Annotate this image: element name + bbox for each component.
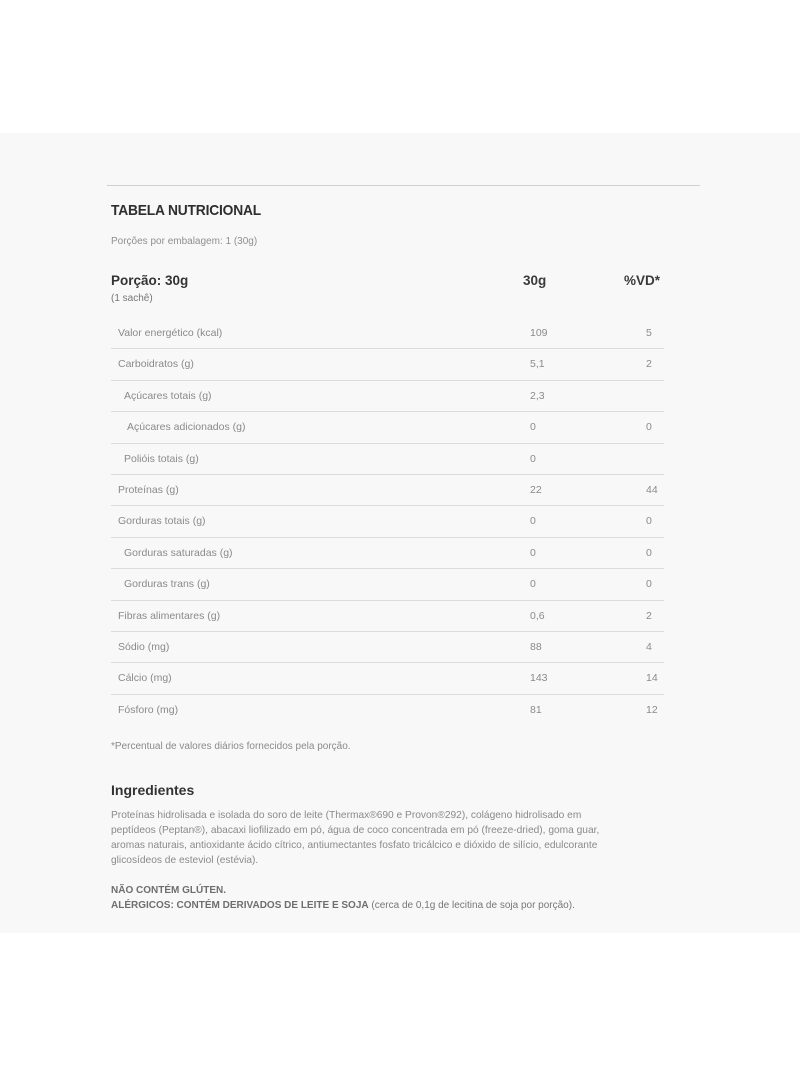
nutrient-amount: 0,6 [530, 609, 545, 622]
nutrient-daily-value: 2 [646, 358, 652, 371]
allergen-note: (cerca de 0,1g de lecitina de soja por porção). [368, 900, 575, 911]
nutrient-amount: 2,3 [530, 389, 545, 402]
nutrient-daily-value: 0 [646, 578, 652, 591]
ingredients-line: peptídeos (Peptan®), abacaxi liofilizado em pó, água de coco concentrada em pó (freeze-dried), goma guar, [111, 825, 600, 836]
table-row [111, 506, 664, 537]
table-row [111, 601, 664, 632]
nutrient-amount: 0 [530, 578, 536, 591]
nutrient-daily-value: 0 [646, 546, 652, 559]
nutrient-label: Fósforo (mg) [118, 703, 179, 716]
table-row [111, 569, 664, 600]
allergen-warning: ALÉRGICOS: CONTÉM DERIVADOS DE LEITE E SOJA [111, 900, 369, 911]
nutrient-label: Gorduras saturadas (g) [124, 546, 233, 559]
allergen-warnings [111, 883, 575, 913]
gluten-warning: NÃO CONTÉM GLÚTEN. [111, 885, 226, 896]
nutrient-amount: 143 [530, 672, 548, 685]
nutrient-amount: 109 [530, 327, 548, 339]
nutrient-label: Carboidratos (g) [118, 358, 194, 371]
nutrient-label: Fibras alimentares (g) [118, 609, 221, 622]
footnote: *Percentual de valores diários fornecidos pela porção. [111, 741, 351, 752]
table-row [111, 663, 664, 694]
ingredients-line: glicosídeos de esteviol (estévia). [111, 855, 259, 866]
ingredients-line: aromas naturais, antioxidante ácido cítrico, antiumectantes fosfato tricálcico e dióxido de silício, edulcorante [111, 840, 598, 851]
nutrient-daily-value: 5 [646, 327, 652, 339]
nutrient-amount: 0 [530, 452, 536, 465]
nutrient-daily-value: 44 [646, 483, 658, 496]
ingredients-text [111, 808, 701, 868]
portion-sub: (1 sachê) [111, 293, 153, 304]
nutrient-daily-value: 0 [646, 421, 652, 434]
nutrient-amount: 5,1 [530, 358, 545, 371]
nutrient-label: Sódio (mg) [118, 640, 170, 653]
nutrient-amount: 22 [530, 483, 542, 496]
nutrient-amount: 0 [530, 546, 536, 559]
nutrient-label: Polióis totais (g) [124, 452, 199, 465]
ingredients-line: Proteínas hidrolisada e isolada do soro de leite (Thermax®690 e Provon®292), colágeno hidrolisado em [111, 810, 582, 821]
nutrient-label: Açúcares totais (g) [124, 389, 212, 402]
nutrient-label: Gorduras totais (g) [118, 515, 206, 528]
table-row [111, 318, 664, 349]
nutrient-daily-value: 12 [646, 703, 658, 716]
nutrient-label: Cálcio (mg) [118, 672, 172, 685]
column-header-daily-value: %VD* [624, 273, 661, 288]
nutrient-daily-value: 4 [646, 640, 652, 653]
nutrient-label: Proteínas (g) [118, 483, 179, 496]
nutrient-daily-value: 0 [646, 515, 652, 528]
divider [107, 185, 700, 186]
table-row [111, 381, 664, 412]
nutrient-amount: 81 [530, 703, 542, 716]
table-row [111, 444, 664, 475]
nutrient-amount: 0 [530, 515, 536, 528]
table-row [111, 412, 664, 443]
page-title: TABELA NUTRICIONAL [111, 202, 262, 219]
nutrient-label: Açúcares adicionados (g) [127, 421, 246, 434]
servings-per-package: Porções por embalagem: 1 (30g) [111, 236, 258, 247]
nutrient-daily-value: 2 [646, 609, 652, 622]
nutrition-table [111, 318, 664, 726]
nutrient-amount: 0 [530, 421, 536, 434]
nutrient-label: Valor energético (kcal) [118, 327, 223, 339]
column-header-amount: 30g [523, 273, 547, 288]
nutrient-amount: 88 [530, 640, 542, 653]
table-row [111, 632, 664, 663]
table-row [111, 475, 664, 506]
table-row [111, 349, 664, 380]
ingredients-title: Ingredientes [111, 782, 195, 798]
table-row [111, 695, 664, 726]
nutrient-daily-value: 14 [646, 672, 658, 685]
table-row [111, 538, 664, 569]
portion-label: Porção: 30g [111, 273, 189, 288]
nutrient-label: Gorduras trans (g) [124, 578, 210, 591]
